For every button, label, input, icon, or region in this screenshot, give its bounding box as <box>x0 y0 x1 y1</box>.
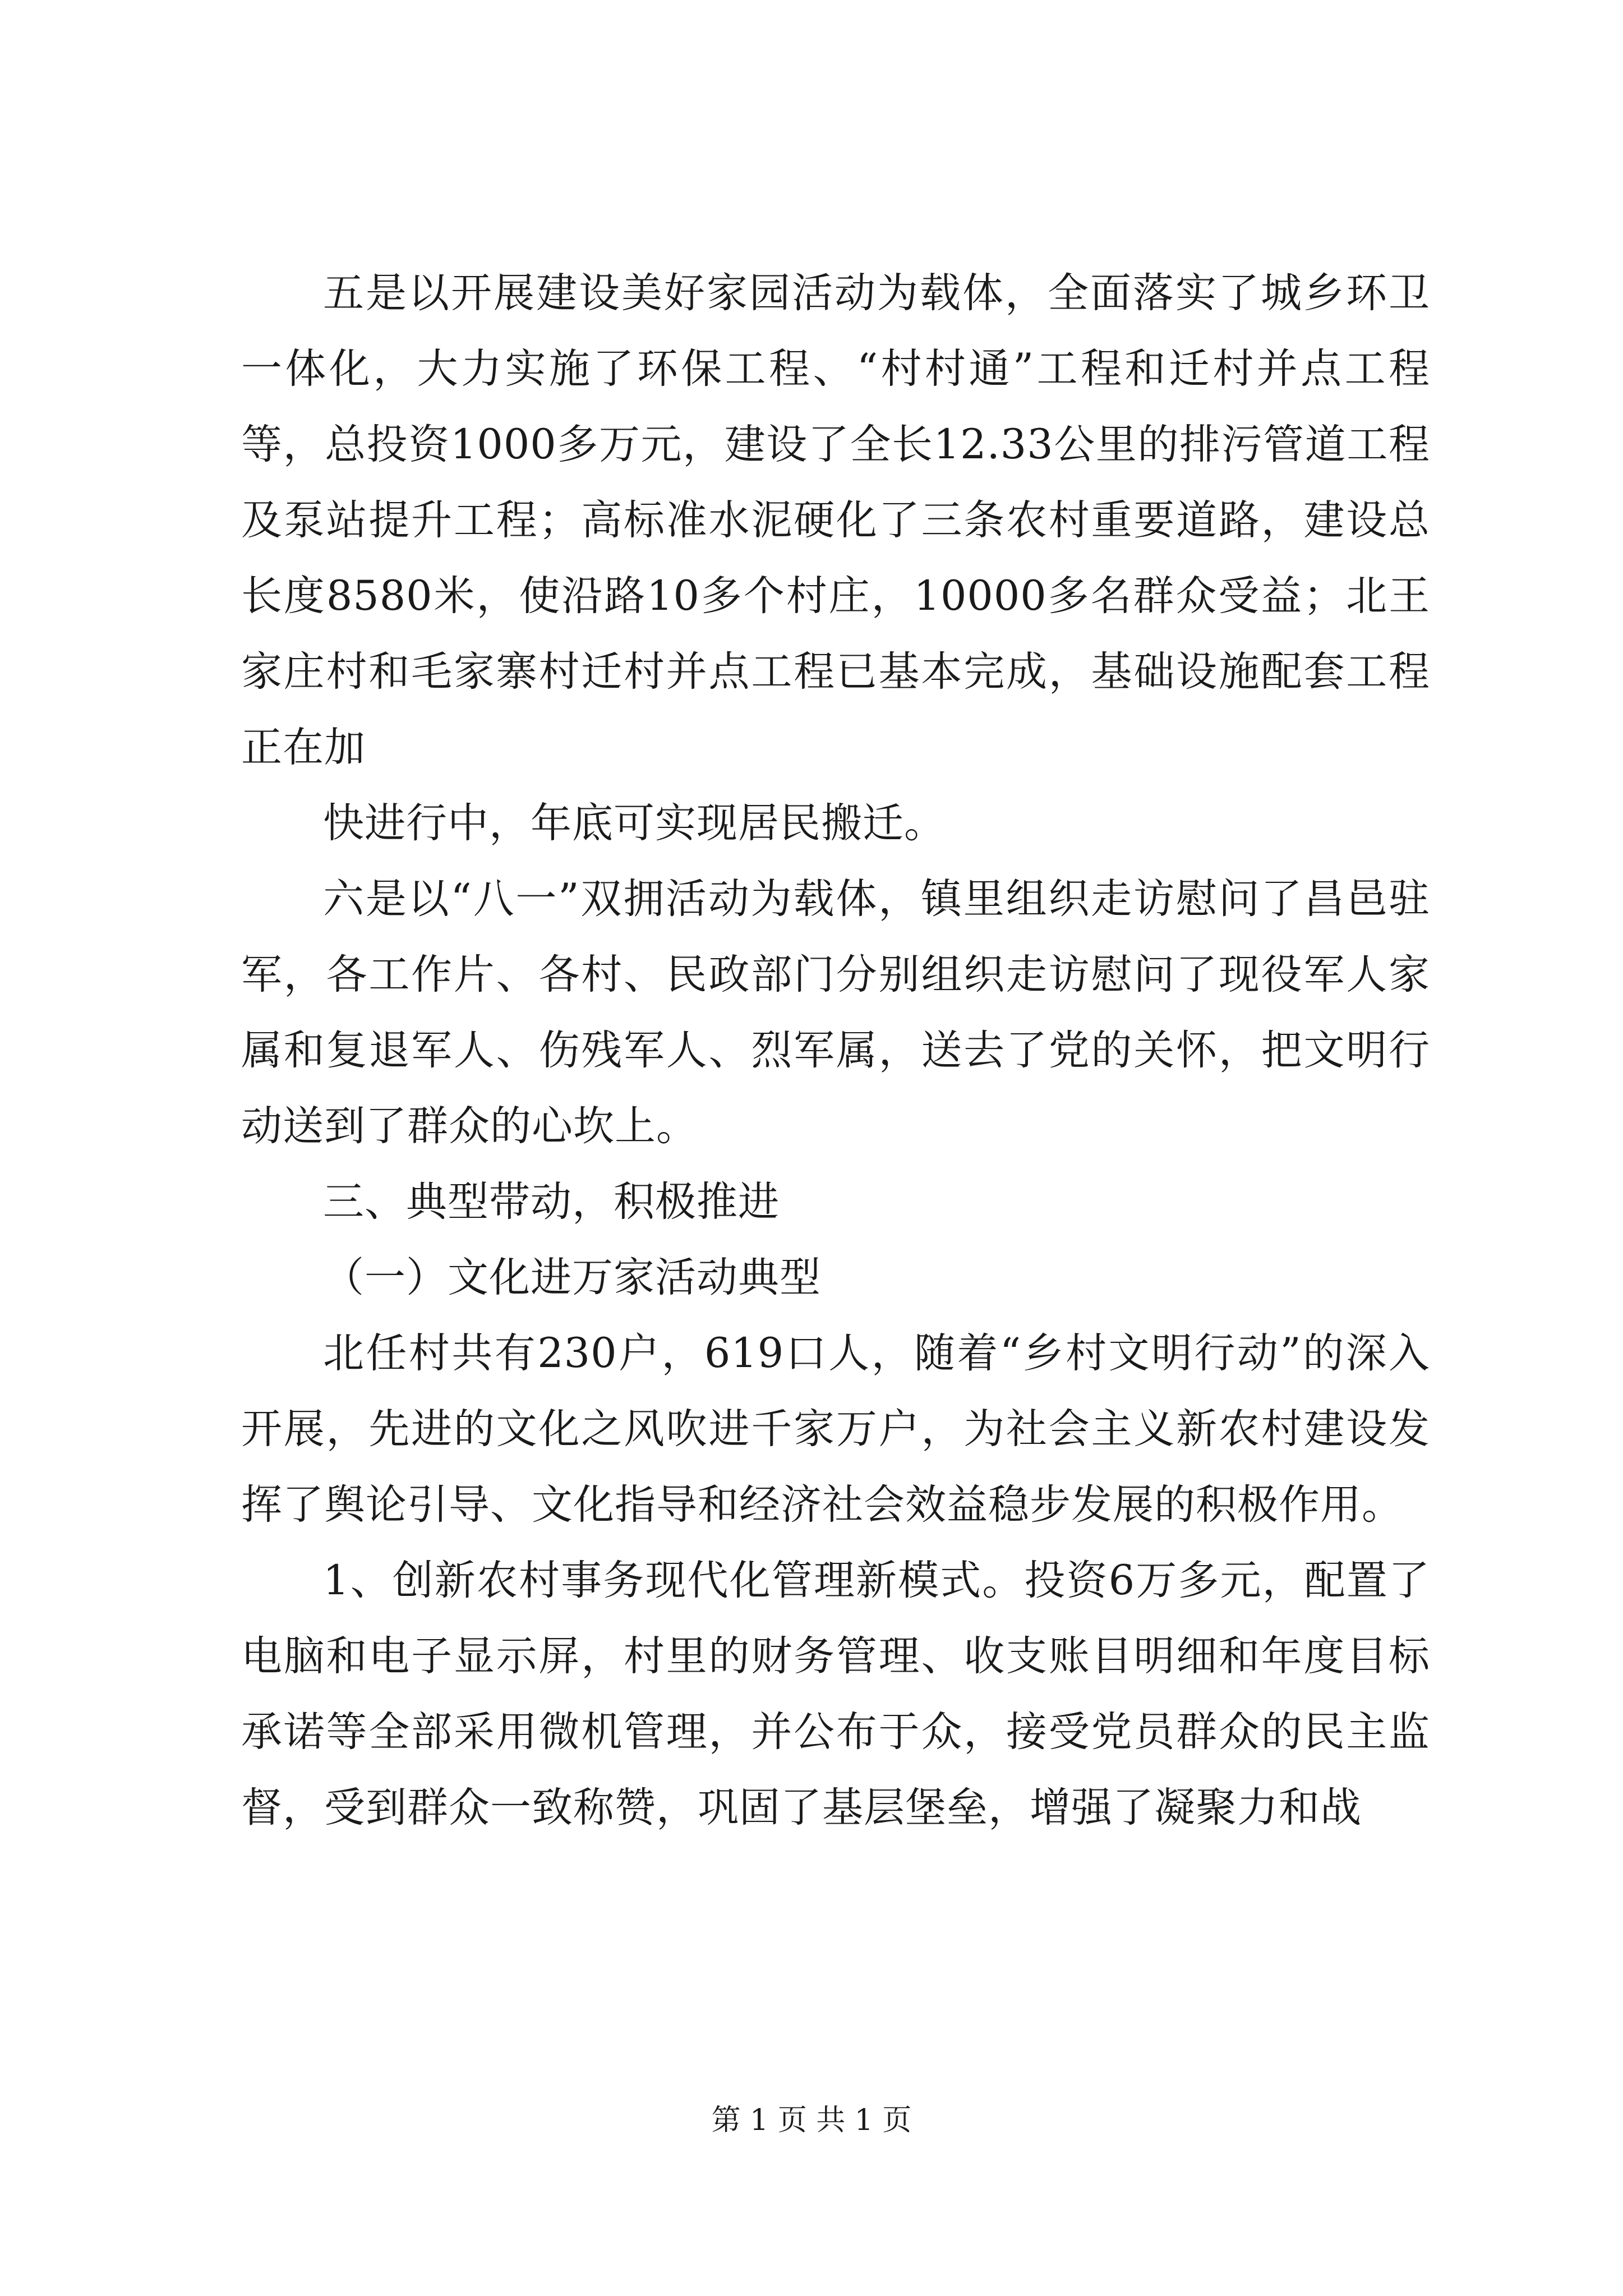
section-heading-typical-examples: 三、典型带动，积极推进 <box>323 1178 780 1226</box>
paragraph-beiren-village: 北任村共有230户，619口人，随着“乡村文明行动”的深入开展，先进的文化之风吹进千家万户，为社会主义新农村建设发挥了舆论引导、文化指导和经济社会效益稳步发展的积极作用。 <box>241 1329 1430 1529</box>
document-body <box>241 255 1430 1846</box>
paragraph-military-support: 六是以“八一”双拥活动为载体，镇里组织走访慰问了昌邑驻军，各工作片、各村、民政部门分别组织走访慰问了现役军人家属和复退军人、伤残军人、烈军属，送去了党的关怀，把文明行动送到了群众的心坎上。 <box>241 875 1430 1150</box>
paragraph-modern-management: 1、创新农村事务现代化管理新模式。投资6万多元，配置了电脑和电子显示屏，村里的财务管理、收支账目明细和年度目标承诺等全部采用微机管理，并公布于众，接受党员群众的民主监督，受到群众一致称赞，巩固了基层堡垒，增强了凝聚力和战 <box>241 1557 1430 1832</box>
paragraph-relocation-continuation: 快进行中，年底可实现居民搬迁。 <box>323 799 946 847</box>
page-footer: 第 1 页 共 1 页 <box>711 2104 912 2137</box>
paragraph-environment-projects: 五是以开展建设美好家园活动为载体，全面落实了城乡环卫一体化，大力实施了环保工程、“村村通”工程和迁村并点工程等，总投资1000多万元，建设了全长12.33公里的排污管道工程及泵站提升工程；高标准水泥硬化了三条农村重要道路，建设总长度8580米，使沿路10多个村庄，10000多名群众受益；北王家庄村和毛家寨村迁村并点工程已基本完成，基础设施配套工程正在加 <box>241 269 1430 771</box>
subsection-heading-culture: （一）文化进万家活动典型 <box>323 1254 821 1301</box>
